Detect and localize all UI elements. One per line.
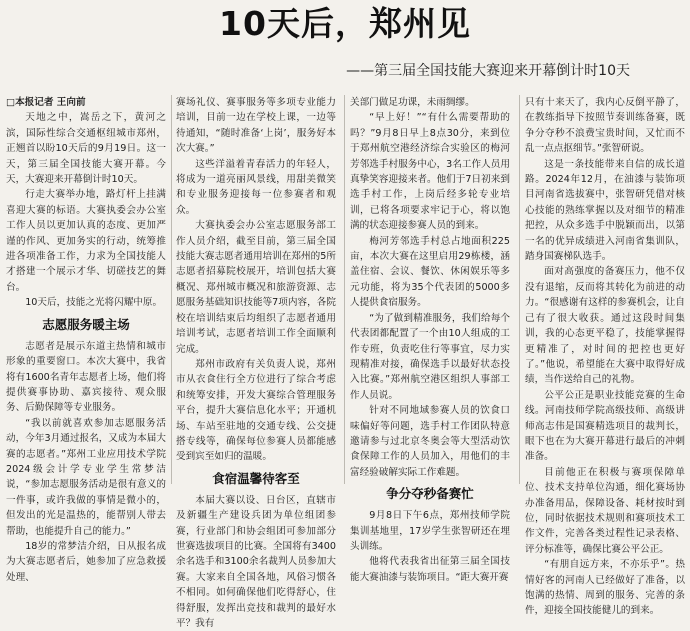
paragraph: 志愿者是展示东道主热情和城市形象的重要窗口。本次大赛中，我省将有1600名青年志愿者上场，他们将提供赛事协助、嘉宾接待、观众服务、后勤保障等专业服务。 [6, 340, 166, 414]
paragraph: 公平公正是职业技能竞赛的生命线。河南技师学院高级技师、高级讲师高志伟是国赛精选项目的裁判长，眼下也在为大赛开幕进行最后的冲刺准备。 [525, 389, 685, 463]
paragraph: 郑州市政府有关负责人说，郑州市从衣食住行全方位进行了综合考虑和统筹安排，开发大赛综合管理服务平台，提升大赛信息化水平；开通机场、车站至驻地的交通专线、公交捷搭专线等，确保每位参赛人员都能感受到宾至如归的温暖。 [176, 358, 336, 463]
paragraph: 18岁的常梦洁介绍，日从报名成为大赛志愿者后，她参加了应急救援处理、 [6, 540, 166, 583]
paragraph: 面对高强度的备赛压力，他不仅没有退缩，反而将其转化为前进的动力。“很感谢有这样的参赛机会，让自己有了很大收获。通过这段时间集训，我的心态更平稳了，技能掌握得更精准了，对时间的把控也更好了。”他说，希望能在大赛中取得好成绩，当作送给自己的礼物。 [525, 266, 685, 386]
paragraph: 目前他正在积极与赛项保障单位、技术支持单位沟通，细化赛场协办准备用品，保障设备、耗材按时到位，同时依据技术规则和赛项技术工作文件，完善各类过程性记录表格、评分标准等，确保比赛公平公正。 [525, 466, 685, 555]
paragraph: “有朋自远方来，不亦乐乎”。热情好客的河南人已经做好了准备，以饱满的热情、周到的服务、完善的条件，迎接全国技能健儿的到来。 [525, 559, 685, 617]
paragraph: 针对不同地域参赛人员的饮食口味偏好等问题，选手村工作团队特意邀请参与过北京冬奥会等大型活动饮食保障工作的人员加入，用他们的丰富经验破解实际工作难题。 [350, 405, 510, 478]
paragraph: 9月8日下午6点，郑州技师学院集训基地里，17岁学生张智研还在埋头训练。 [350, 510, 510, 552]
column-divider [344, 95, 345, 484]
paragraph: “早上好！”“有什么需要帮助的吗？”9月8日早上8点30分，来到位于郑州航空港经济综合实验区的梅河芳邻选手村服务中心，3名工作人员用真挚笑容迎接来者。他们于7日初来到选手村工作，上岗后经多轮专业培训，已将各项要求牢记于心，将以饱满的状态迎接参赛人员的到来。 [350, 112, 510, 232]
paragraph: 10天后，技能之光将闪耀中原。 [25, 297, 163, 309]
paragraph: 行走大赛举办地，路灯杆上挂满喜迎大赛的标语。大赛执委会办公室工作人员以更加认真的态度、更加严谨的作风、更加务实的行动，统筹推进各项准备工作，力求为全国技能人才搭建一个展示才华、切磋技艺的舞台。 [6, 189, 166, 293]
paragraph: 赛场礼仪、赛事服务等多项专业能力培训，目前一边在学校上课，一边等待通知，“随时准备‘上岗’，服务好本次大赛。” [176, 97, 336, 155]
paragraph: 这是一条技能带来自信的成长道路。2024年12月，在油漆与装饰项目河南省选拔赛中，张智研凭借对核心技能的熟练掌握以及对细节的精准把控，从众多选手中脱颖而出，以第一名的优异成绩进入河南省集训队，踏身国赛梯队选手。 [525, 158, 685, 263]
paragraph: 只有十来天了，我内心反倒平静了，在教练指导下按照节奏训练备赛，既争分夺秒不浪费宝贵时间，又忙而不乱一点点抠细节。”张智研说。 [525, 97, 685, 155]
paragraph: 本届大赛以设、日台区，直辖市及新疆生产建设兵团为单位组团参赛，行业部门和协会组团可参加部分世赛选拔项目的比赛。全国将有3400余名选手和3100余名裁判人员参加大赛。大家来自全国各地，风俗习惯各不相同。如何确保他们吃得舒心，住得舒服，发挥出竞技和裁判的最好水平？我有 [176, 494, 336, 629]
paragraph: 大赛执委会办公室志愿服务部工作人员介绍，截至目前，第三届全国技能大赛志愿者通用培训在郑州的5所志愿者招募院校展开，培训包括大赛概况、郑州城市概况和旅游资源、志愿服务基础知识技能等7项内容，各院校在培训结束后均组织了志愿者通用培训考试，志愿者培训工作全面顺利完成。 [176, 220, 336, 355]
section-heading-lodging: 食宿温馨待客至 [212, 470, 300, 486]
article-column-1 [6, 95, 166, 585]
section-heading-preparation: 争分夺秒备赛忙 [386, 486, 474, 502]
article-column-2 [176, 95, 336, 631]
page-headline: 10天后，郑州见 [219, 4, 471, 43]
paragraph: 天地之中，嵩岳之下，黄河之滨，国际性综合交通枢纽城市郑州，正翘首以盼10天后的9月19日。这一天，第三届全国技能大赛开幕。今天，大赛迎来开幕倒计时10天。 [6, 112, 166, 186]
paragraph: 梅河芳邻选手村总占地面积225亩，本次大赛在这里启用29栋楼，涵盖住宿、会议、餐饮、休闲娱乐等多元功能，将为35个代表团的5000多人提供食宿服务。 [350, 235, 510, 309]
article-column-4 [525, 95, 685, 619]
byline: □本报记者 王向前 [6, 97, 86, 108]
article-column-3 [350, 95, 510, 585]
section-heading-volunteers: 志愿服务暖主场 [42, 316, 130, 332]
page-subheadline: ——第三届全国技能大赛迎来开幕倒计时10天 [346, 63, 630, 79]
paragraph: 这些洋溢着青春活力的年轻人，将成为一道亮丽风景线，用甜美微笑和专业服务迎接每一位参赛者和观众。 [176, 158, 336, 216]
column-divider [519, 95, 520, 484]
paragraph: 关部门做足功课，未雨绸缪。 [350, 97, 475, 108]
paragraph: “为了做到精准服务，我们给每个代表团都配置了一个由10人组成的工作专班，负责吃住行等事宜，尽力实现精准对接，确保选手以最好状态投入比赛。”郑州航空港区组织人事部工作人员说。 [350, 312, 510, 401]
paragraph: “我以前就喜欢参加志愿服务活动，今年3月通过报名，又成为本届大赛的志愿者。”郑州工业应用技术学院2024级会计学专业学生常梦洁说，“参加志愿服务活动是很有意义的一件事，或许我做的事情是微小的，但发出的光是温热的，能帮别人带去帮助，也能提升自己的能力。” [6, 417, 166, 537]
column-divider [171, 95, 172, 484]
paragraph: 他将代表我省出征第三届全国技能大赛油漆与装饰项目。“距大赛开赛 [350, 556, 510, 583]
